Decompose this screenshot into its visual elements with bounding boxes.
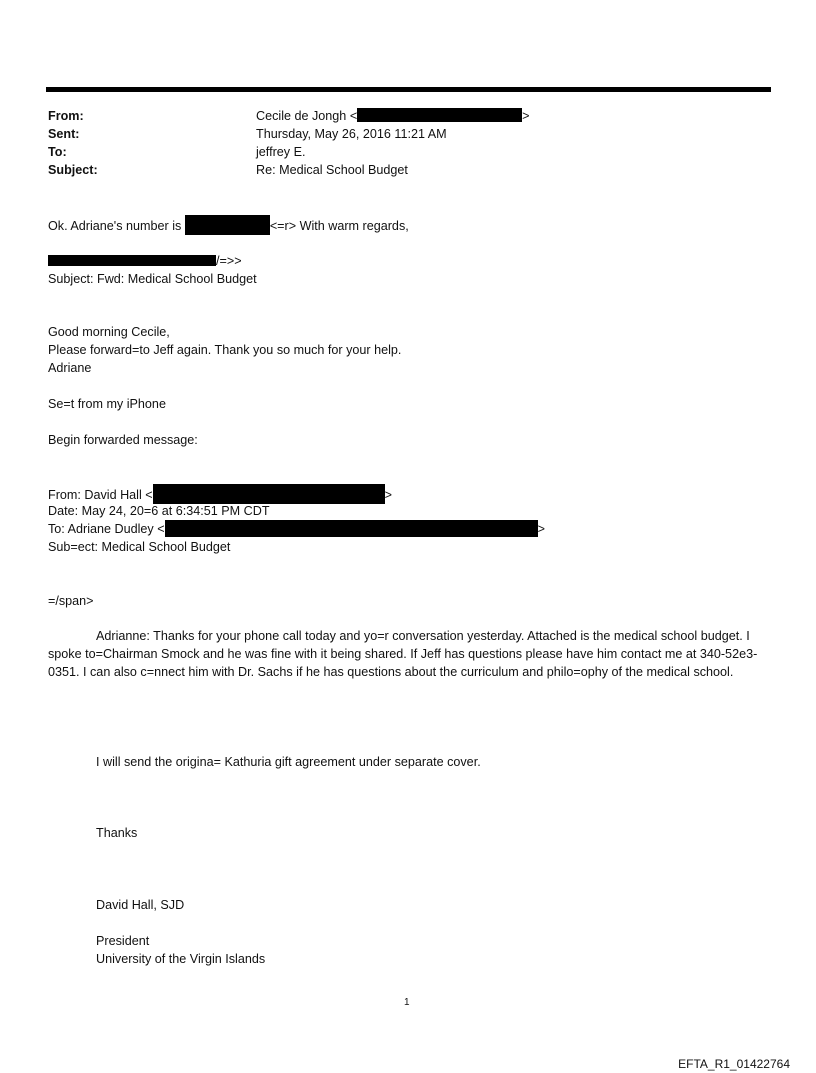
document-id: EFTA_R1_01422764 <box>678 1057 790 1071</box>
top-rule <box>46 87 771 92</box>
greeting: Good morning Cecile, <box>48 325 170 339</box>
number-line-prefix: Ok. Adriane's number is <box>48 219 182 233</box>
main-paragraph: Adrianne: Thanks for your phone call today and yo=r conversation yesterday. Attached is the medical school budget. I spoke to=Chairman Smock and he was fine with it being shared. If Jeff has questions please have him contact me at 340-52e3-0351. I can also c=nnect him with Dr. Sachs if he has questions about the curriculum and philo=ophy of the medical school. <box>48 629 758 679</box>
fwd-to-prefix: To: Adriane Dudley < <box>48 522 165 536</box>
sent-value: Thursday, May 26, 2016 11:21 AM <box>256 127 447 141</box>
fwd-subject: Sub=ect: Medical School Budget <box>48 540 231 554</box>
begin-forwarded: Begin forwarded message: <box>48 433 198 447</box>
signature-title: President <box>96 934 150 948</box>
number-line <box>48 215 409 235</box>
from-label: From: <box>48 109 84 123</box>
redacted-address-line <box>48 252 242 270</box>
subject-label: Subject: <box>48 163 98 177</box>
forward-request: Please forward=to Jeff again. Thank you so much for your help. <box>48 343 402 357</box>
page-number: 1 <box>404 997 410 1008</box>
from-close: > <box>522 109 530 123</box>
redaction-bar <box>48 255 216 266</box>
span-artifact: =/span> <box>48 594 94 608</box>
gift-agreement-line: I will send the origina= Kathuria gift agreement under separate cover. <box>96 755 481 769</box>
fwd-to-line <box>48 520 545 538</box>
subject-value: Re: Medical School Budget <box>256 163 408 177</box>
redaction-bar <box>185 215 270 235</box>
redaction-bar <box>165 520 538 537</box>
fwd-from-prefix: From: David Hall < <box>48 488 153 502</box>
signature-name: David Hall, SJD <box>96 898 185 912</box>
number-line-suffix: <=r> With warm regards, <box>269 219 409 233</box>
fwd-date-line: Date: May 24, 20=6 at 6:34:51 PM CDT <box>48 504 270 518</box>
to-label: To: <box>48 145 67 159</box>
fwd-from-suffix: > <box>384 488 392 502</box>
fwd-subject-line: Subject: Fwd: Medical School Budget <box>48 272 257 286</box>
redacted-address-suffix: /=>> <box>216 254 242 268</box>
signature-org: University of the Virgin Islands <box>96 952 266 966</box>
fwd-from-line <box>48 484 392 504</box>
redaction-bar <box>153 484 385 504</box>
to-value: jeffrey E. <box>256 145 306 159</box>
redaction-bar <box>357 108 522 122</box>
from-value <box>256 107 530 125</box>
sent-from-line: Se=t from my iPhone <box>48 397 166 411</box>
thanks-line: Thanks <box>96 826 138 840</box>
sent-label: Sent: <box>48 127 80 141</box>
signoff-name: Adriane <box>48 361 92 375</box>
from-name: Cecile de Jongh < <box>256 109 358 123</box>
fwd-to-suffix: > <box>537 522 545 536</box>
